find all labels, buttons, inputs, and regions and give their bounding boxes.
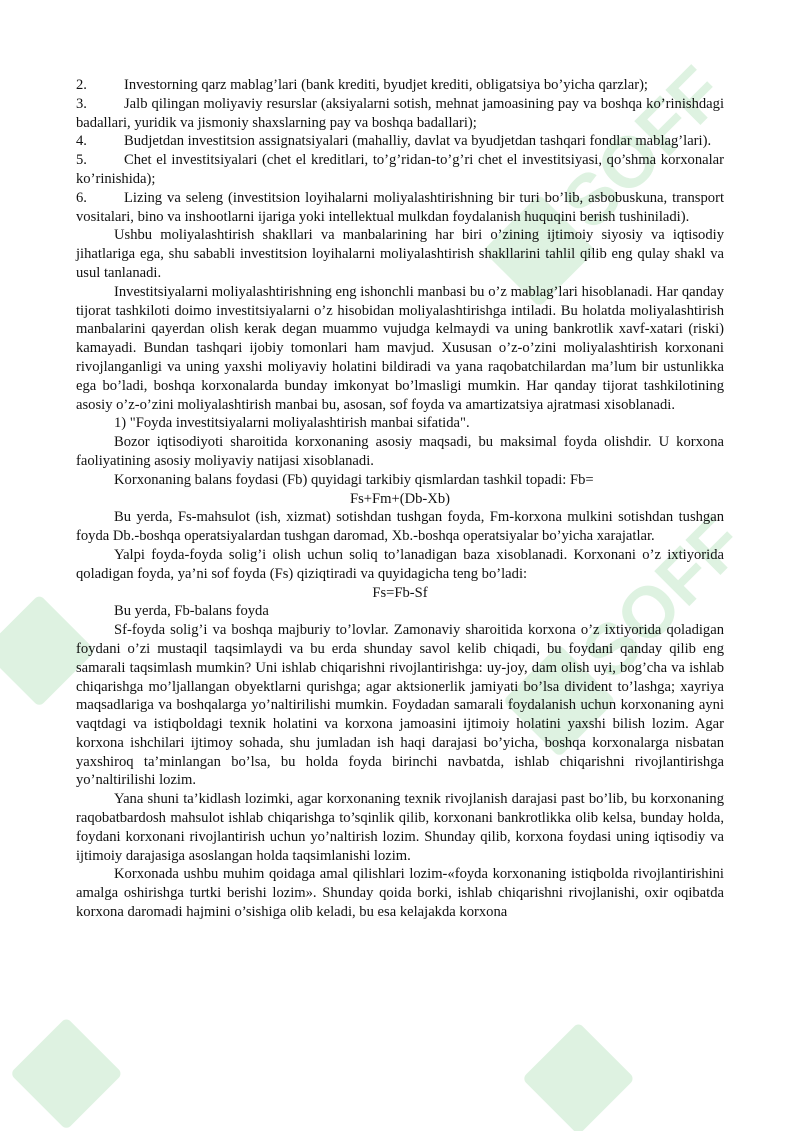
paragraph-profit-tax: Sf-foyda solig’i va boshqa majburiy to’lovlar. Zamonaviy sharoitida korxona o’z ixtiyorida qoladigan foydani o’zi mustaqil taqsimlaydi va bu erda shunday savol kelib chiqadi, bu foydani qanday qilib eng samarali taqsimlash mumkin? Uni ishlab chiqarishni rivojlantirishga: uy-joy, dam olish uyi, bog’cha va ishlab chiqarishga mo’ljallangan obyektlarni qurishga; agar aktsionerlik jamiyati bo’lsa divident to’lashga; xayriya maqsadlariga va boshqalarga yo’naltirilishi mumkin. Foydadan samarali foydalanish uchun korxonaning ayni vaqtdagi va istiqboldagi texnik holatini va korxona jamoasini ijtimoiy holatini yaxshi bilish lozim. Agar korxona ishchilari ijtimoy sohada, shu jumladan ish haqi darajasi bo’yicha, boshqa korxonalarga nisbatan yaxshiroq ta’minlangan bo’lsa, bu holda foyda birinchi navbatda, ishlab chiqarishni rivojlantirishga yo’naltirilishi lozim. [76,622,724,789]
paragraph-fb-definition: Bu yerda, Fb-balans foyda [114,603,269,620]
section-heading-profit: 1) "Foyda investitsiyalarni moliyalashtirish manbai sifatida". [114,415,470,432]
paragraph-formula-explanation: Bu yerda, Fs-mahsulot (ish, xizmat) sotishdan tushgan foyda, Fm-korxona mulkini sotishdan tushgan foyda Db.-boshqa operatsiyalardan tushgan daromad, Xb.-boshqa operatsiyalar bo’yicha xarajatlar. [76,509,724,545]
paragraph-financing-forms: Ushbu moliyalashtirish shakllari va manbalarining har biri o’zining ijtimoiy siyosiy va iqtisodiy jihatlariga ega, shu sababli investitsion loyihalarni moliyalashtirish shakllarini tahlil qilib eng qulay shakl va usul tanlanadi. [76,227,724,281]
list-text: Chet el investitsiyalari (chet el kreditlari, to’g’ridan-to’g’ri chet el investitsiyasi, qo’shma korxonalar ko’rinishida); [76,152,724,187]
list-text: Investorning qarz mablag’lari (bank krediti, byudjet krediti, obligatsiya bo’yicha qarzlar); [124,77,648,93]
document-body [76,76,724,922]
list-text: Budjetdan investitsion assignatsiyalari (mahalliy, davlat va byudjetdan tashqari fondlar mablag’lari). [124,133,712,150]
list-number: 3. [76,95,87,112]
watermark-text: SOFF [567,502,760,695]
list-text: Lizing va seleng (investitsion loyihalarni moliyalashtirishning bir turi bo’lib, asbobuskuna, transport vositalari, bino va inshootlarni ijariga yoki intellektual mulkdan foydalanish huquqini berish tushiniladi). [76,189,724,225]
list-number: 6. [76,189,87,206]
formula-net-profit: Fs=Fb-Sf [372,584,428,601]
paragraph-gross-profit: Yalpi foyda-foyda solig’i olish uchun soliq to’lanadigan baza xisoblanadi. Korxonani o’z ixtiyorida qoladigan foyda, ya’ni sof foyda (Fs) qiziqtiradi va quyidagicha teng bo’ladi: [76,546,724,582]
paragraph-technical-development: Yana shuni ta’kidlash lozimki, agar korxonaning texnik rivojlanish darajasi past bo’lib, bu korxonaning raqobatbardosh mahsulot ishlab chiqarishga to’sqinlik qilib, korxonani bankrotlikka olib kelsa, bunday holda, foydani korxonani rivojlantirish uchun yo’naltirish lozim. Shunday qilib, korxona foydasi uning iqtisodiy va ijtimoiy darajasiga asoslangan holda taqsimlanishi lozim. [76,791,724,864]
paragraph-rule: Korxonada ushbu muhim qoidaga amal qilishlari lozim-«foyda korxonaning istiqbolda rivojlantirishini amalga oshirishga turtki berishi lozim». Shunday qoida borki, ishlab chiqarishni rivojlanishi, oxir oqibatda korxona daromadi hajmini o’sishiga olib keladi, bu esa kelajakda korxona [76,866,724,921]
paragraph-own-funds: Investitsiyalarni moliyalashtirishning eng ishonchli manbasi bu o’z mablag’lari hisoblanadi. Har qanday tijorat tashkiloti doimo investitsiyalarni o’z hisobidan moliyalashtirishga intiladi. Bu holatda moliyalashtirish manbalarini qayerdan olish kerak degan muammo vujudga kelmaydi va uning bankrotlik xavf-xatari (riski) kamayadi. Bundan tashqari ijobiy tomonlari ham mavjud. Xususan o’z-o’zini moliyalashtirish korxonani rivojlanganligi va uning yaxshi moliyaviy holatini bildiradi va yana raqobatchilardan ma’lum bir ustunlikka ega bo’ladi, boshqa korxonalarda bunday imkonyat bo’lmasligi mumkin. Har qanday tijorat tashkilotining asosiy o’z-o’zini moliyalashtirish manbai bu, asosan, sof foyda va amartizatsiya ajratmasi xisoblanadi. [76,283,724,413]
watermark-logo-bottom-right [470,900,800,1131]
list-item-4 [76,132,724,151]
list-text: Jalb qilingan moliyaviy resurslar (aksiyalarni sotish, mehnat jamoasining pay va boshqa ko’rinishdagi badallari, yuridik va jismoniy shaxslarning pay va boshqa badallari); [76,95,724,131]
formula-balance-profit: Fs+Fm+(Db-Xb) [350,490,450,507]
list-item-2 [76,76,724,95]
list-number: 2. [76,77,87,93]
list-item-3 [76,95,724,133]
list-number: 5. [76,152,87,169]
list-number: 4. [76,133,87,150]
list-item-5 [76,151,724,189]
paragraph-balance-profit: Korxonaning balans foydasi (Fb) quyidagi tarkibiy qismlardan tashkil topadi: Fb= [114,471,594,488]
watermark-text: SOFF [547,52,740,245]
paragraph-market-economy: Bozor iqtisodiyoti sharoitida korxonaning asosiy maqsadi, bu maksimal foyda olishdir. U korxona faoliyatining asosiy moliyaviy natijasi xisoblanadi. [76,434,724,469]
list-item-6 [76,189,724,227]
